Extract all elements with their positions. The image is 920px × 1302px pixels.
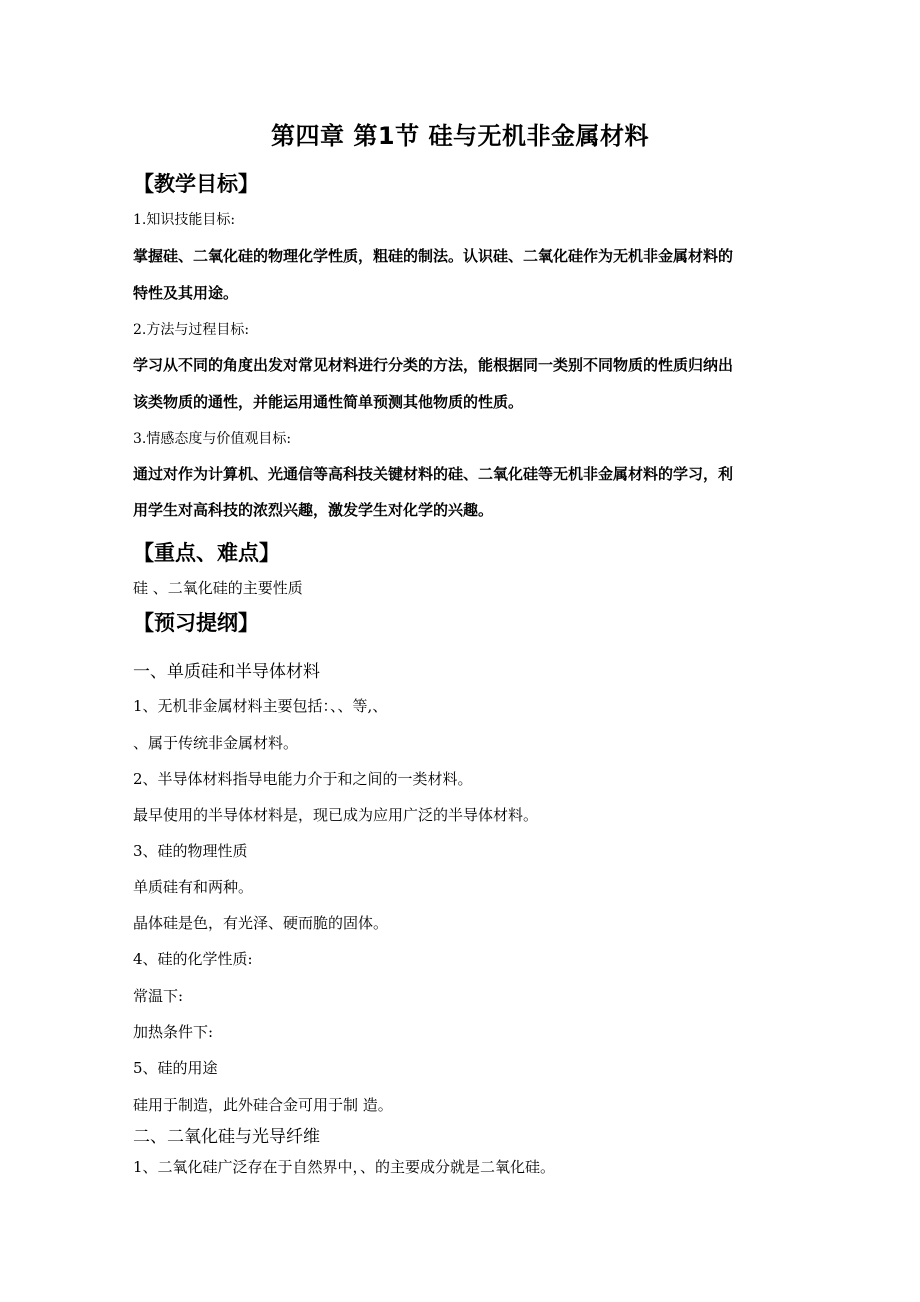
heading-preview: 【预习提纲】	[133, 611, 259, 635]
preview-section2-title: 二、二氧化硅与光导纤维	[133, 1127, 320, 1147]
preview-item: 硅用于制造，此外硅合金可用于制 造。	[133, 1096, 393, 1114]
preview-section1-title: 一、单质硅和半导体材料	[133, 662, 320, 682]
preview-item: 、属于传统非金属材料。	[133, 734, 299, 752]
preview-item: 单质硅有和两种。	[133, 878, 254, 896]
objective-method-text: 学习从不同的角度出发对常见材料进行分类的方法，能根据同一类别不同物质的性质归纳出	[133, 356, 734, 374]
objective-knowledge-text: 掌握硅、二氧化硅的物理化学性质，粗硅的制法。认识硅、二氧化硅作为无机非金属材料的	[133, 247, 734, 265]
objective-method-text-cont: 该类物质的通性，并能运用通性简单预测其他物质的性质。	[133, 393, 524, 411]
heading-objectives: 【教学目标】	[133, 172, 259, 196]
preview-item: 1、无机非金属材料主要包括：、、等,、	[133, 697, 388, 715]
preview-item: 2、半导体材料指导电能力介于和之间的一类材料。	[133, 770, 473, 788]
key-points-text: 硅 、二氧化硅的主要性质	[133, 579, 303, 597]
heading-key-points: 【重点、难点】	[133, 541, 280, 565]
document-title: 第四章 第1节 硅与无机非金属材料	[271, 122, 649, 150]
preview-item: 晶体硅是色，有光泽、硬而脆的固体。	[133, 914, 389, 932]
preview-item: 常温下:	[133, 987, 184, 1005]
preview-item: 4、硅的化学性质:	[133, 950, 253, 968]
preview-item: 最早使用的半导体材料是，现已成为应用广泛的半导体材料。	[133, 806, 539, 824]
objective-emotion-text-cont: 用学生对高科技的浓烈兴趣，激发学生对化学的兴趣。	[133, 501, 494, 519]
objective-method-label: 2.方法与过程目标:	[133, 322, 250, 338]
preview-item: 3、硅的物理性质	[133, 842, 248, 860]
objective-knowledge-label: 1.知识技能目标:	[133, 212, 236, 228]
objective-emotion-text: 通过对作为计算机、光通信等高科技关键材料的硅、二氧化硅等无机非金属材料的学习，利	[133, 465, 734, 483]
preview-item: 加热条件下:	[133, 1023, 214, 1041]
preview-item: 1、二氧化硅广泛存在于自然界中，、的主要成分就是二氧化硅。	[133, 1158, 556, 1176]
preview-item: 5、硅的用途	[133, 1059, 218, 1077]
objective-emotion-label: 3.情感态度与价值观目标:	[133, 431, 292, 447]
objective-knowledge-text-cont: 特性及其用途。	[133, 284, 239, 302]
